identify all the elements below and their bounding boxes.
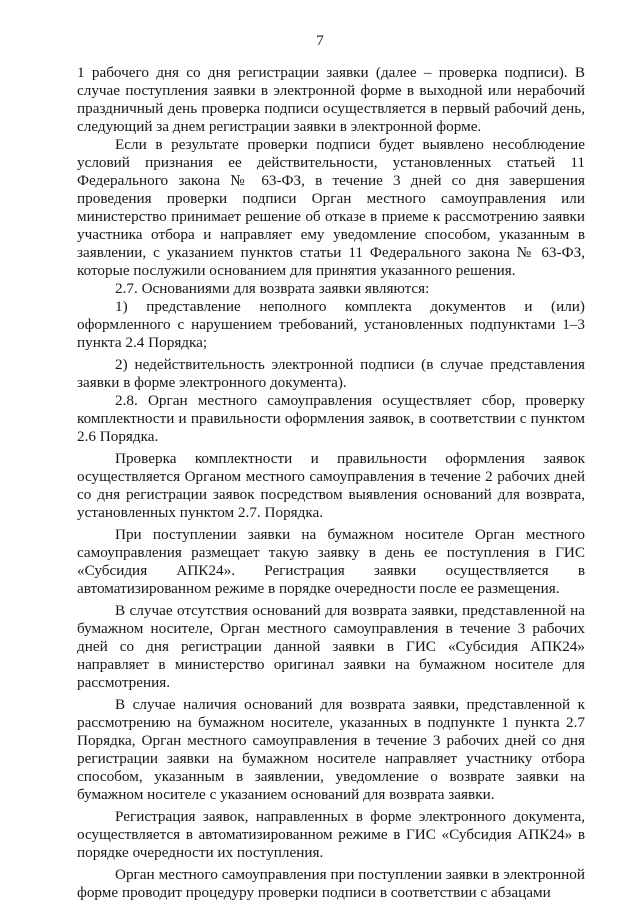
paragraph-completeness-check: Проверка комплектности и правильности оформления заявок осуществляется Органом местного самоуправления в течение 2 рабочих дней со дня регистрации заявок посредством выявления оснований для возврата, установленных пунктом 2.7. Порядка. xyxy=(77,450,585,521)
paragraph-return-grounds: В случае наличия оснований для возврата заявки, представленной к рассмотрению на бумажном носителе, указанных в подпункте 1 пункта 2.7 Порядка, Орган местного самоуправления в течение 3 рабочих дней со дня регистрации заявки на бумажном носителе направляет участнику отбора способом, указанным в заявлении, уведомление о возврате заявки на бумажном носителе с указанием оснований для возврата заявки. xyxy=(77,696,585,803)
paragraph-no-return-grounds: В случае отсутствия оснований для возврата заявки, представленной на бумажном носителе, Орган местного самоуправления в течение 3 рабочих дней со дня регистрации данной заявки в ГИС «Субсидия АПК24» направляет в министерство оригинал заявки на бумажном носителе для рассмотрения. xyxy=(77,602,585,691)
paragraph-electronic-signature-check: Орган местного самоуправления при поступлении заявки в электронной форме проводит процедуру проверки подписи в соответствии с абзацами xyxy=(77,866,585,901)
paragraph-return-reason-2: 2) недействительность электронной подписи (в случае представления заявки в форме электронного документа). xyxy=(77,356,585,391)
paragraph-electronic-registration: Регистрация заявок, направленных в форме электронного документа, осуществляется в автоматизированном режиме в ГИС «Субсидия АПК24» в порядке очередности их поступления. xyxy=(77,808,585,861)
paragraph-return-reason-1: 1) представление неполного комплекта документов и (или) оформленного с нарушением требований, установленных подпунктами 1–3 пункта 2.4 Порядка; xyxy=(77,298,585,351)
paragraph-paper-submission: При поступлении заявки на бумажном носителе Орган местного самоуправления размещает такую заявку в день ее поступления в ГИС «Субсидия АПК24». Регистрация заявки осуществляется в автоматизированном режиме в порядке очередности после ее размещения. xyxy=(77,526,585,597)
paragraph-signature-invalid: Если в результате проверки подписи будет выявлено несоблюдение условий признания ее действительности, установленных статьей 11 Федерального закона № 63-ФЗ, в течение 3 дней со дня завершения проведения проверки подписи Орган местного самоуправления или министерство принимает решение об отказе в приеме к рассмотрению заявки участника отбора и направляет ему уведомление способом, указанным в заявлении, с указанием пунктов статьи 11 Федерального закона № 63-ФЗ, которые послужили основанием для принятия указанного решения. xyxy=(77,136,585,279)
paragraph-2-7-heading: 2.7. Основаниями для возврата заявки являются: xyxy=(115,280,430,297)
paragraph-signature-check-timing: 1 рабочего дня со дня регистрации заявки (далее – проверка подписи). В случае поступления заявки в электронной форме в выходной или нерабочий праздничный день проверка подписи осуществляется в первый рабочий день, следующий за днем регистрации заявки в электронной форме. xyxy=(77,64,585,135)
paragraph-2-8: 2.8. Орган местного самоуправления осуществляет сбор, проверку комплектности и правильности оформления заявок, в соответствии с пунктом 2.6 Порядка. xyxy=(77,392,585,445)
page-number: 7 xyxy=(316,33,324,49)
document-body xyxy=(77,64,585,902)
